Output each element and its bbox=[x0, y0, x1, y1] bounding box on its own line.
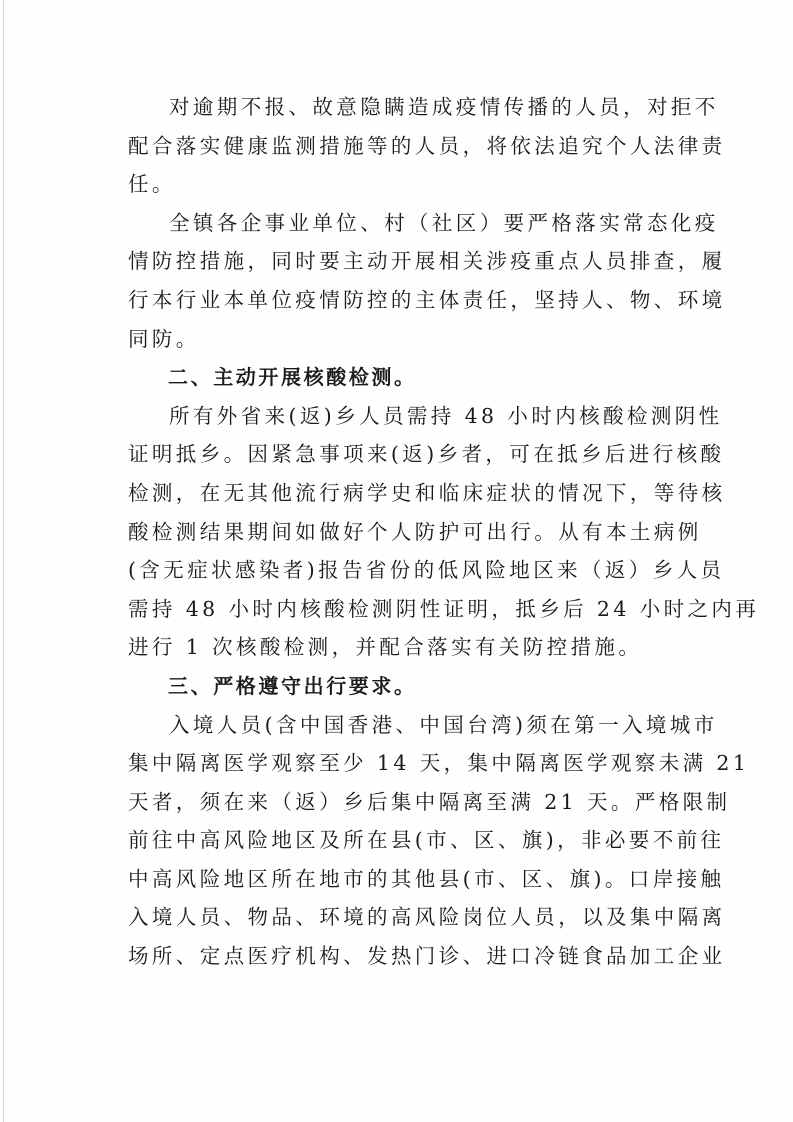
text-line: 情防控措施，同时要主动开展相关涉疫重点人员排查，履 bbox=[128, 249, 726, 274]
text-line: 全镇各企事业单位、村（社区）要严格落实常态化疫 bbox=[169, 210, 719, 235]
text-line: 二、主动开展核酸检测。 bbox=[168, 365, 417, 390]
text-line: 任。 bbox=[128, 172, 176, 197]
text-line: (含无症状感染者)报告省份的低风险地区来（返）乡人员 bbox=[128, 558, 725, 583]
section-heading bbox=[128, 358, 678, 397]
body-paragraph bbox=[128, 706, 750, 976]
text-line: 集中隔离医学观察至少 14 天，集中隔离医学观察未满 21 bbox=[128, 751, 750, 776]
body-paragraph bbox=[128, 204, 726, 358]
body-paragraph bbox=[128, 88, 726, 204]
document-body bbox=[128, 88, 760, 976]
text-line: 前往中高风险地区及所在县(市、区、旗)，非必要不前往 bbox=[128, 828, 725, 853]
text-line: 配合落实健康监测措施等的人员，将依法追究个人法律责 bbox=[128, 133, 726, 158]
body-paragraph bbox=[128, 397, 760, 667]
text-line: 三、严格遵守出行要求。 bbox=[168, 673, 417, 698]
text-line: 中高风险地区所在地市的其他县(市、区、旗)。口岸接触 bbox=[128, 866, 725, 891]
text-line: 酸检测结果期间如做好个人防护可出行。从有本土病例 bbox=[128, 519, 702, 544]
section-heading bbox=[128, 667, 678, 706]
text-line: 需持 48 小时内核酸检测阴性证明，抵乡后 24 小时之内再 bbox=[128, 596, 760, 621]
text-line: 同防。 bbox=[128, 326, 200, 351]
text-line: 场所、定点医疗机构、发热门诊、进口冷链食品加工企业 bbox=[128, 944, 726, 969]
page-edge bbox=[3, 0, 4, 1122]
text-line: 对逾期不报、故意隐瞒造成疫情传播的人员，对拒不 bbox=[169, 95, 719, 119]
text-line: 进行 1 次核酸检测，并配合落实有关防控措施。 bbox=[128, 635, 643, 660]
text-line: 天者，须在来（返）乡后集中隔离至满 21 天。严格限制 bbox=[128, 789, 731, 814]
text-line: 入境人员(含中国香港、中国台湾)须在第一入境城市 bbox=[169, 712, 718, 737]
text-line: 行本行业本单位疫情防控的主体责任，坚持人、物、环境 bbox=[128, 287, 726, 312]
text-line: 检测，在无其他流行病学史和临床症状的情况下，等待核 bbox=[128, 480, 726, 505]
text-line: 所有外省来(返)乡人员需持 48 小时内核酸检测阴性 bbox=[169, 403, 723, 428]
text-line: 入境人员、物品、环境的高风险岗位人员，以及集中隔离 bbox=[128, 905, 726, 930]
text-line: 证明抵乡。因紧急事项来(返)乡者，可在抵乡后进行核酸 bbox=[128, 442, 725, 467]
